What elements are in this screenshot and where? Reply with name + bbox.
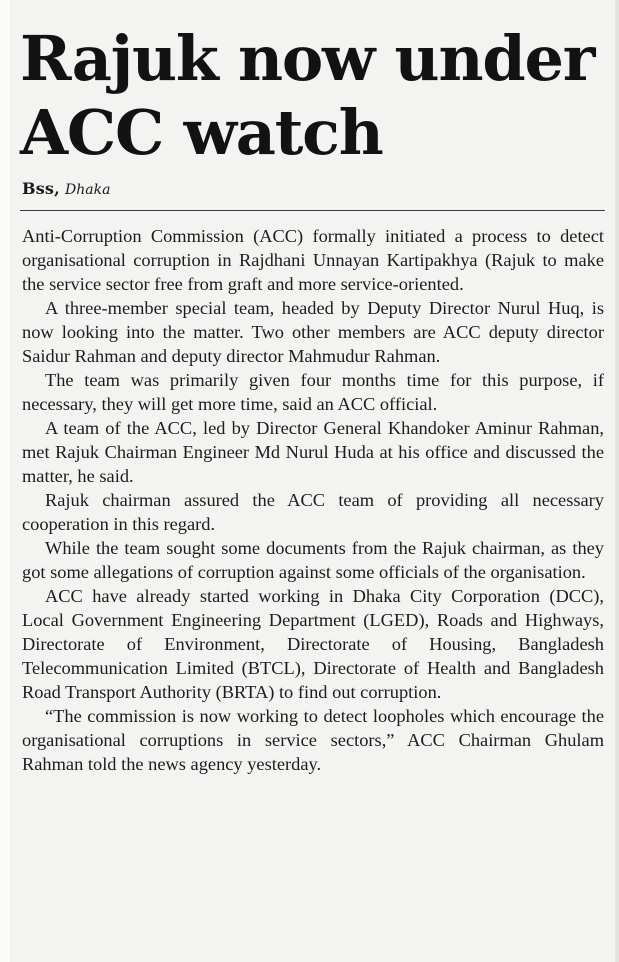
byline-divider: [20, 210, 605, 211]
byline-agency: Bss,: [22, 179, 60, 198]
byline-city: Dhaka: [65, 182, 111, 198]
paragraph-3: The team was primarily given four months time for this purpose, if necessary, they will get more time, said an ACC official.: [22, 370, 604, 414]
clipping-left-edge: [0, 0, 10, 962]
paragraph-1: Anti-Corruption Commission (ACC) formally initiated a process to detect organisational corruption in Rajdhani Unnayan Kartipakhya (Rajuk to make the service sector free from graft and more service-oriented.: [22, 226, 604, 294]
clipping-right-edge: [615, 0, 619, 962]
paragraph-4: A team of the ACC, led by Director General Khandoker Aminur Rahman, met Rajuk Chairman Engineer Md Nurul Huda at his office and discussed the matter, he said.: [22, 418, 604, 486]
byline: [22, 179, 110, 198]
paragraph-7: ACC have already started working in Dhaka City Corporation (DCC), Local Government Engineering Department (LGED), Roads and Highways, Directorate of Environment, Directorate of Housing, Bangladesh Telecommunication Limited (BTCL), Directorate of Health and Bangladesh Road Transport Authority (BRTA) to find out corruption.: [22, 586, 604, 702]
article-body: [22, 224, 604, 776]
paragraph-5: Rajuk chairman assured the ACC team of providing all necessary cooperation in this regard.: [22, 490, 604, 534]
paragraph-6: While the team sought some documents from the Rajuk chairman, as they got some allegations of corruption against some officials of the organisation.: [22, 538, 604, 582]
headline: Rajuk now under ACC watch: [20, 22, 595, 169]
paragraph-8: “The commission is now working to detect loopholes which encourage the organisational corruptions in service sectors,” ACC Chairman Ghulam Rahman told the news agency yesterday.: [22, 706, 604, 774]
paragraph-2: A three-member special team, headed by Deputy Director Nurul Huq, is now looking into the matter. Two other members are ACC deputy director Saidur Rahman and deputy director Mahmudur Rahman.: [22, 298, 604, 366]
